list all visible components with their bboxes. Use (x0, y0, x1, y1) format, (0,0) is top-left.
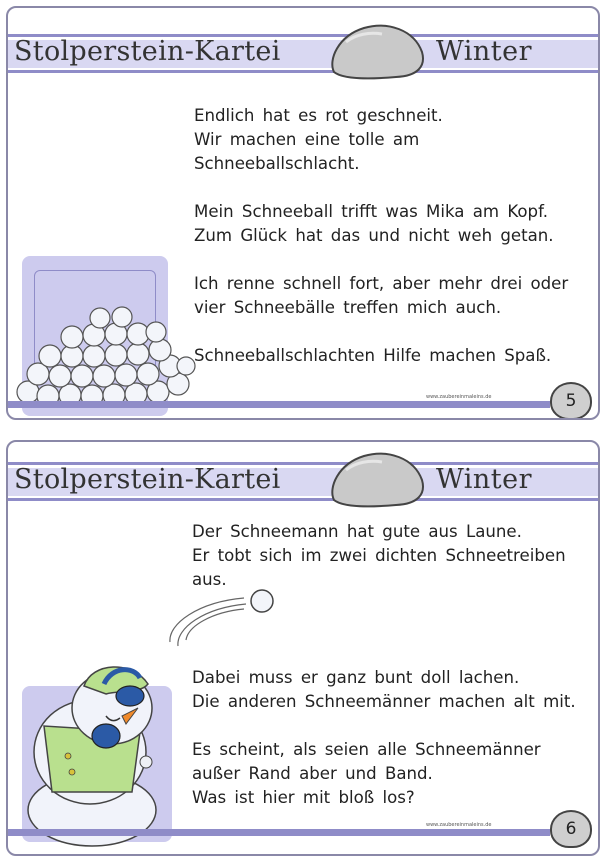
stolperstein-card-6 (6, 440, 600, 856)
text-line: Endlich hat es rot geschneit. (194, 106, 443, 125)
page-number-stone: 5 (550, 382, 592, 420)
header-winter: Winter (436, 36, 533, 67)
text-line: aus. (192, 570, 227, 589)
story-text (194, 104, 568, 392)
card-title: Stolperstein-Kartei (14, 36, 281, 67)
footer-rule (8, 829, 550, 836)
website-label: www.zaubereinmaleins.de (426, 822, 492, 828)
text-line: Dabei muss er ganz bunt doll lachen. (192, 668, 520, 687)
snowball-pile-icon (10, 304, 196, 408)
text-line: Schneeballschlacht. (194, 154, 360, 173)
paragraph (192, 666, 576, 714)
text-line: vier Schneebälle treffen mich auch. (194, 298, 502, 317)
text-line: Mein Schneeball trifft was Mika am Kopf. (194, 202, 548, 221)
paragraph (192, 520, 576, 592)
stolperstein-card-5 (6, 6, 600, 420)
stone-icon (326, 22, 426, 80)
footer-rule (8, 401, 550, 408)
stone-icon (326, 450, 426, 508)
paragraph (194, 104, 568, 176)
text-line: Es scheint, als seien alle Schneemänner (192, 740, 541, 759)
text-line: Zum Glück hat das und nicht weh getan. (194, 226, 554, 245)
text-line: Er tobt sich im zwei dichten Schneetreiben (192, 546, 566, 565)
laughing-snowman-icon (22, 642, 182, 848)
paragraph (194, 272, 568, 320)
text-line: Ich renne schnell fort, aber mehr drei oder (194, 274, 569, 293)
text-line: Schneeballschlachten Hilfe machen Spaß. (194, 346, 552, 365)
text-line: Die anderen Schneemänner machen alt mit. (192, 692, 576, 711)
paragraph (194, 200, 568, 248)
header-rule-bottom (8, 498, 598, 501)
header-rule-bottom (8, 70, 598, 73)
paragraph (194, 344, 568, 368)
text-line: Was ist hier mit bloß los? (192, 788, 415, 807)
header-winter: Winter (436, 464, 533, 495)
page-number-stone: 6 (550, 810, 592, 848)
text-line: Wir machen eine tolle am (194, 130, 420, 149)
text-line: Der Schneemann hat gute aus Laune. (192, 522, 522, 541)
paragraph (192, 738, 576, 810)
card-title: Stolperstein-Kartei (14, 464, 281, 495)
text-line: außer Rand aber und Band. (192, 764, 433, 783)
website-label: www.zaubereinmaleins.de (426, 394, 492, 400)
story-text (192, 520, 576, 834)
